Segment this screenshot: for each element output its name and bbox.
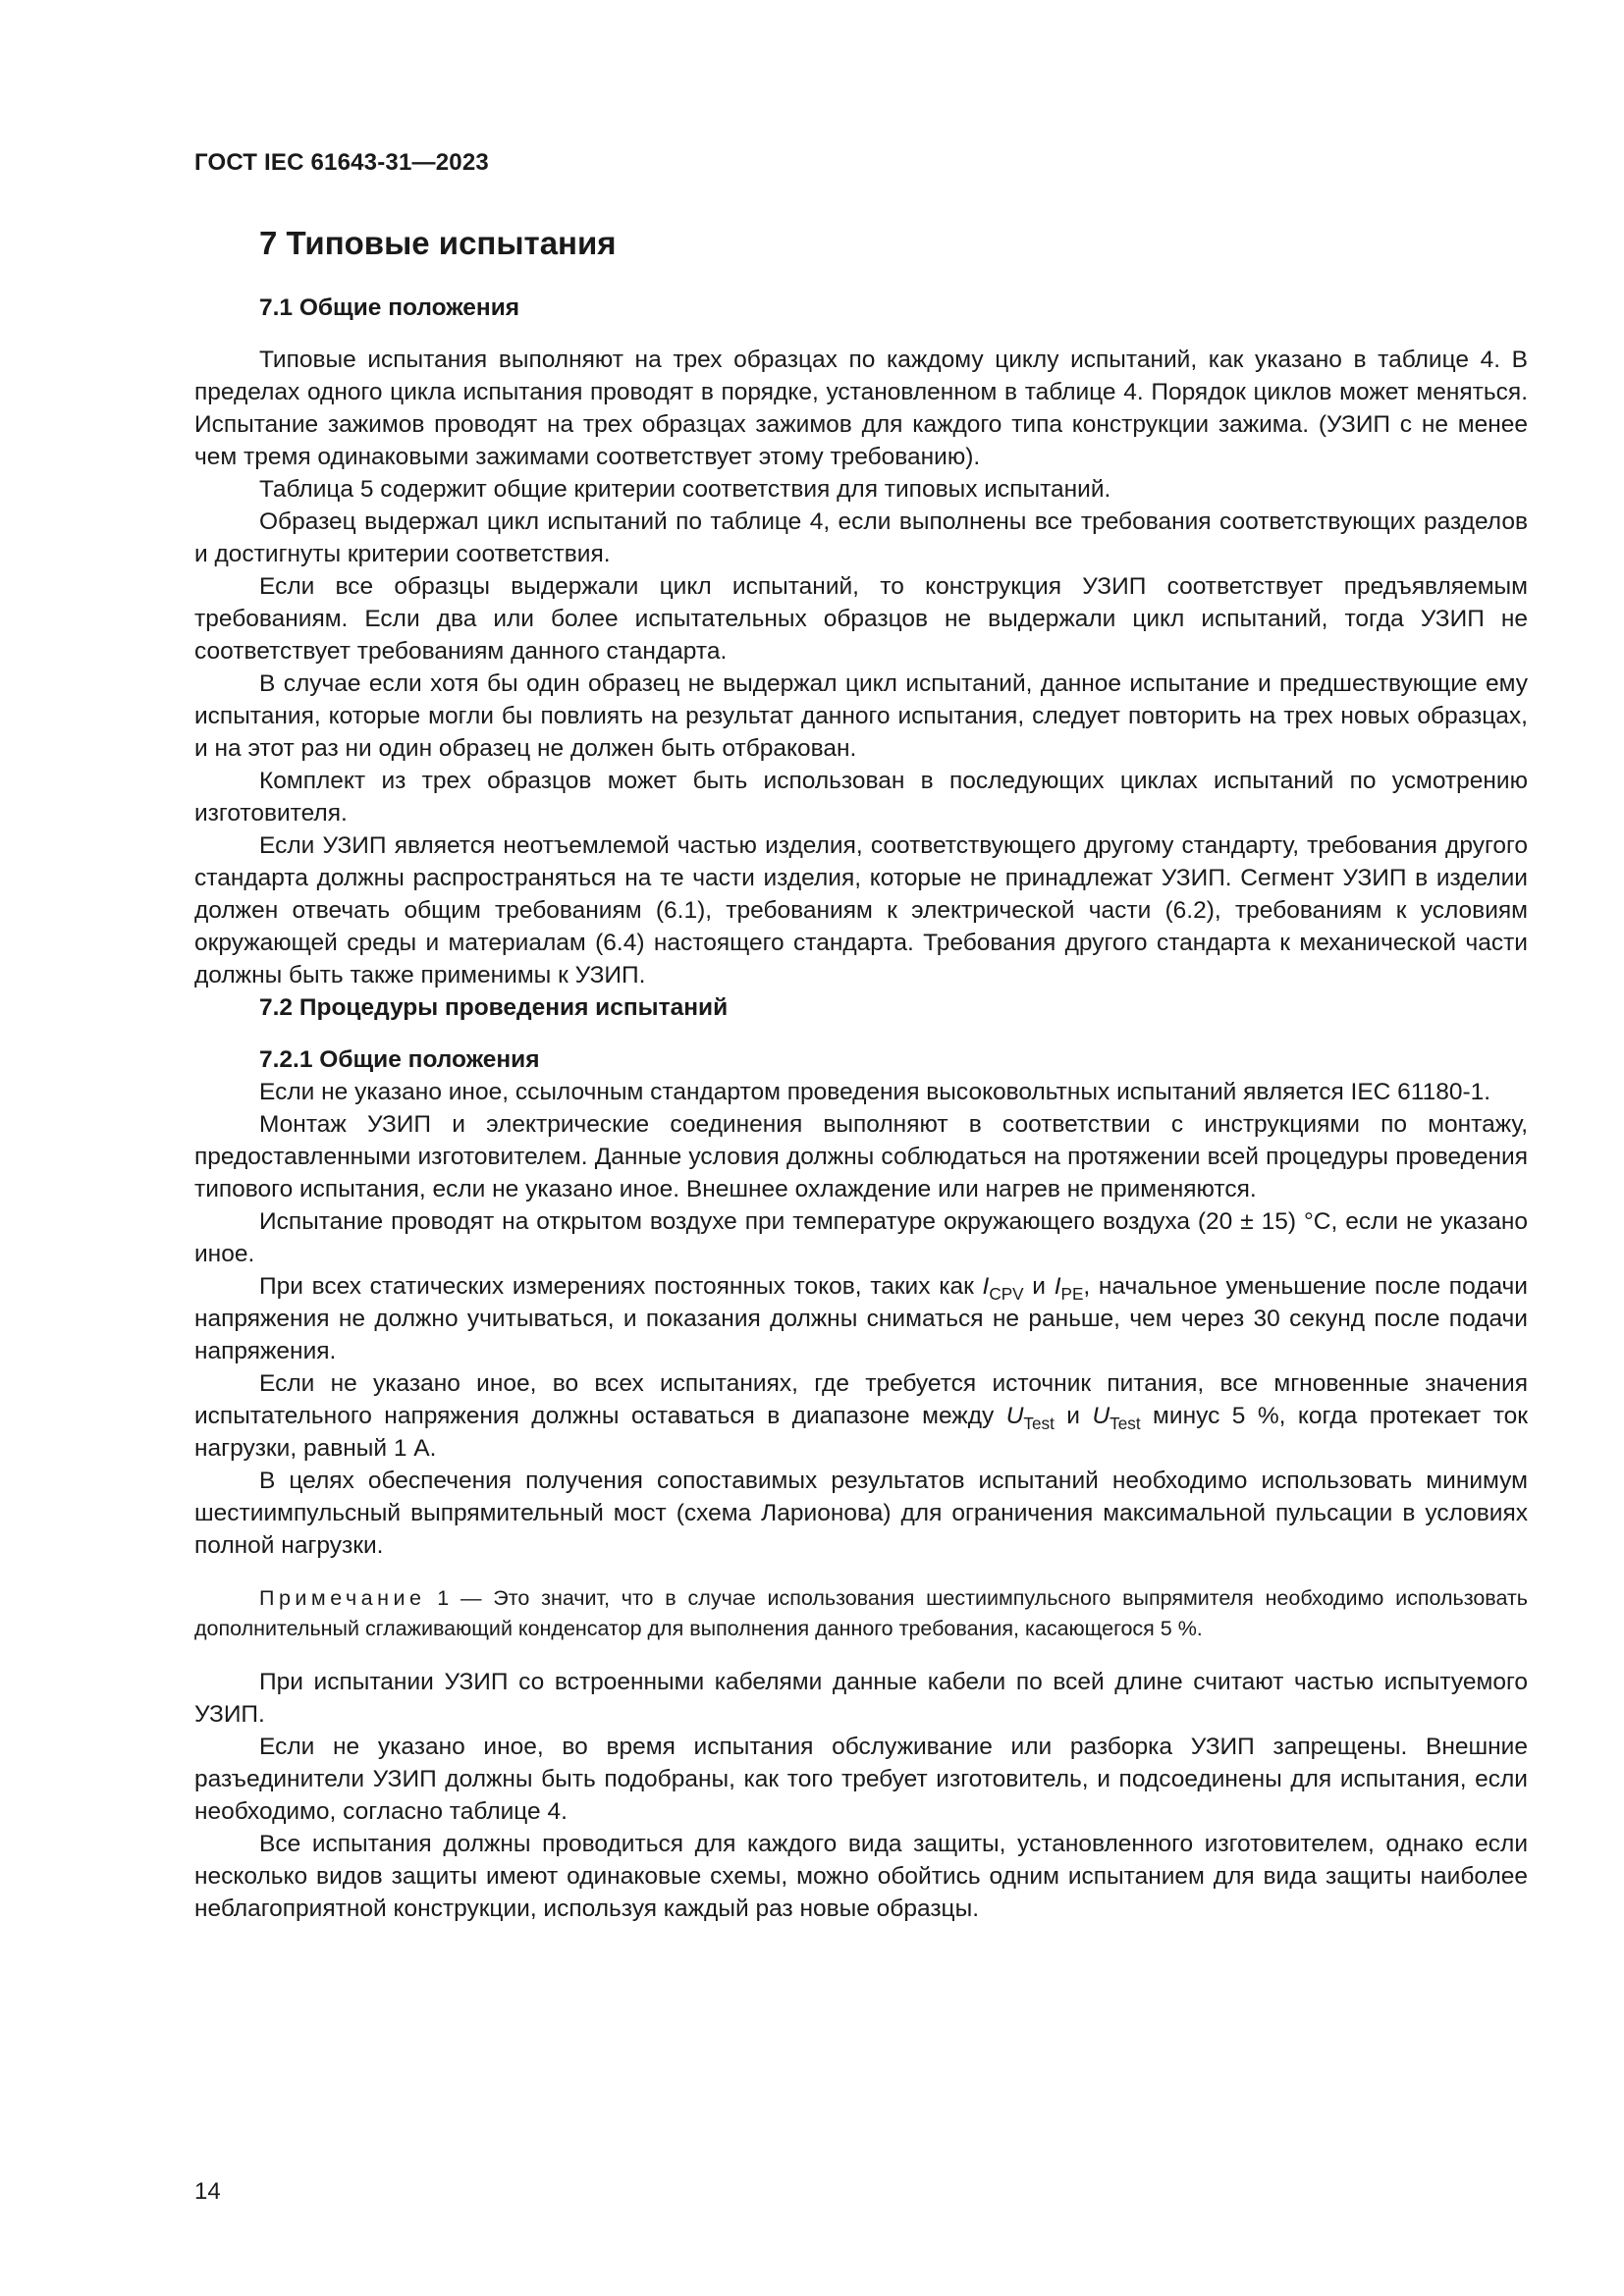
paragraph: Если не указано иное, во время испытания обслуживание или разборка УЗИП запрещены. Внешние разъединители УЗИП должны быть подобраны, как того требует изготовитель, и подсоединены для испытания, если необходимо, согласно таблице 4. xyxy=(194,1734,1528,1825)
paragraph: В целях обеспечения получения сопоставимых результатов испытаний необходимо использовать минимум шестиимпульсный выпрямительный мост (схема Ларионова) для ограничения максимальной пульсации в условиях полной нагрузки. xyxy=(194,1468,1528,1559)
page-content xyxy=(194,221,1528,1925)
paragraph: Типовые испытания выполняют на трех образцах по каждому циклу испытаний, как указано в таблице 4. В пределах одного цикла испытания проводят в порядке, установленном в таблице 4. Порядок циклов может меняться. Испытание зажимов проводят на трех образцах зажимов для каждого типа конструкции зажима. (УЗИП с не менее чем тремя одинаковыми зажимами соответствует этому требованию). xyxy=(194,347,1528,470)
document-code-header: ГОСТ IEC 61643-31—2023 xyxy=(194,149,489,176)
text-run: и xyxy=(1023,1273,1055,1300)
subscript: PE xyxy=(1060,1284,1084,1304)
text-run: При всех статических измерениях постоянных токов, таких как xyxy=(259,1273,983,1300)
note xyxy=(194,1583,1528,1644)
paragraph: Образец выдержал цикл испытаний по таблице 4, если выполнены все требования соответствующих разделов и достигнуты критерии соответствия. xyxy=(194,508,1528,567)
paragraph: Комплект из трех образцов может быть использован в последующих циклах испытаний по усмотрению изготовителя. xyxy=(194,768,1528,827)
paragraph: Если УЗИП является неотъемлемой частью изделия, соответствующего другому стандарту, требования другого стандарта должны распространяться на те части изделия, которые не принадлежат УЗИП. Сегмент УЗИП в изделии должен отвечать общим требованиям (6.1), требованиям к электрической части (6.2), требованиям к условиям окружающей среды и материалам (6.4) настоящего стандарта. Требования другого стандарта к механической части должны быть также применимы к УЗИП. xyxy=(194,832,1528,988)
page-number: 14 xyxy=(194,2178,221,2205)
subscript: CPV xyxy=(989,1284,1024,1304)
symbol-current: I xyxy=(982,1273,990,1300)
symbol-voltage: U xyxy=(1005,1403,1024,1429)
subsection-title-7-2: 7.2 Процедуры проведения испытаний xyxy=(259,994,729,1021)
subscript: Test xyxy=(1023,1414,1055,1433)
paragraph-test-voltage xyxy=(194,1367,1528,1465)
subscript: Test xyxy=(1110,1414,1141,1433)
symbol-voltage: U xyxy=(1092,1403,1110,1429)
text-run: , начальное уменьшение после подачи напряжения не должно учитываться, и показания должны сниматься не раньше, чем через 30 секунд после подачи напряжения. xyxy=(194,1273,1528,1364)
paragraph: Если не указано иное, ссылочным стандартом проведения высоковольтных испытаний является IEC 61180-1. xyxy=(259,1079,1491,1105)
paragraph: Испытание проводят на открытом воздухе при температуре окружающего воздуха (20 ± 15) °С, если не указано иное. xyxy=(194,1208,1528,1267)
text-run: и xyxy=(1054,1403,1093,1429)
paragraph: При испытании УЗИП со встроенными кабелями данные кабели по всей длине считают частью испытуемого УЗИП. xyxy=(194,1669,1528,1728)
paragraph: Если все образцы выдержали цикл испытаний, то конструкция УЗИП соответствует предъявляемым требованиям. Если два или более испытательных образцов не выдержали цикл испытаний, тогда УЗИП не соответствует требованиям данного стандарта. xyxy=(194,573,1528,665)
section-title: 7 Типовые испытания xyxy=(259,225,617,261)
paragraph-current-measurement xyxy=(194,1270,1528,1367)
paragraph: Монтаж УЗИП и электрические соединения выполняют в соответствии с инструкциями по монтажу, предоставленными изготовителем. Данные условия должны соблюдаться на протяжении всей процедуры проведения типового испытания, если не указано иное. Внешнее охлаждение или нагрев не применяются. xyxy=(194,1111,1528,1202)
subsection-title-7-1: 7.1 Общие положения xyxy=(259,294,520,321)
paragraph: Все испытания должны проводиться для каждого вида защиты, установленного изготовителем, однако если несколько видов защиты имеют одинаковые схемы, можно обойтись одним испытанием для вида защиты наиболее неблагоприятной конструкции, используя каждый раз новые образцы. xyxy=(194,1831,1528,1922)
paragraph: Таблица 5 содержит общие критерии соответствия для типовых испытаний. xyxy=(259,476,1111,503)
text-run: Если не указано иное, во всех испытаниях, где требуется источник питания, все мгновенные значения испытательного напряжения должны оставаться в диапазоне между xyxy=(194,1370,1528,1429)
note-label: Примечание xyxy=(259,1586,426,1610)
paragraph: В случае если хотя бы один образец не выдержал цикл испытаний, данное испытание и предшествующие ему испытания, которые могли бы повлиять на результат данного испытания, следует повторить на трех новых образцах, и на этот раз ни один образец не должен быть отбракован. xyxy=(194,670,1528,762)
subsubsection-title-7-2-1: 7.2.1 Общие положения xyxy=(259,1046,540,1073)
symbol-current: I xyxy=(1054,1273,1061,1300)
note-text: 1 — Это значит, что в случае использования шестиимпульсного выпрямителя необходимо использовать дополнительный сглаживающий конденсатор для выполнения данного требования, касающегося 5 %. xyxy=(194,1586,1528,1640)
text-run: минус 5 %, когда протекает ток нагрузки, равный 1 А. xyxy=(194,1403,1528,1462)
